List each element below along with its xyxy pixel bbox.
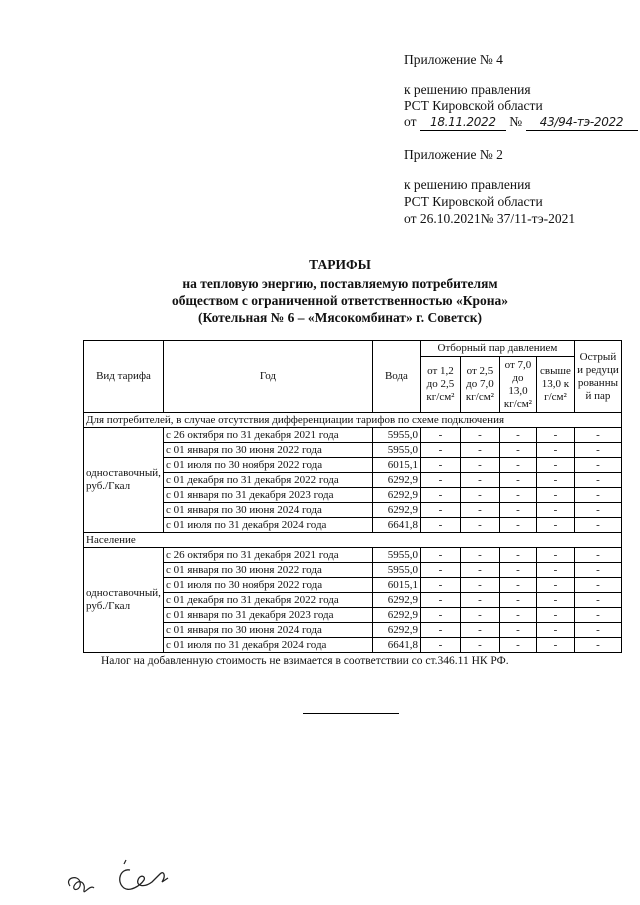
steam-p2-value: -: [460, 473, 499, 488]
period-cell: с 01 декабря по 31 декабря 2022 года: [163, 593, 372, 608]
hot-steam-value: -: [574, 638, 621, 653]
steam-p4-value: -: [536, 563, 574, 578]
authority-line: РСТ Кировской области: [404, 98, 543, 113]
handwritten-date: 18.11.2022: [420, 114, 506, 131]
col-pressure-4: свыше 13,0 кг/см²: [536, 357, 574, 413]
period-cell: с 01 июля по 30 ноября 2022 года: [163, 458, 372, 473]
section-population: Население: [84, 533, 622, 548]
steam-p1-value: -: [420, 563, 460, 578]
hot-steam-value: -: [574, 518, 621, 533]
decision-ref-2: от 26.10.2021№ 37/11-тэ-2021: [404, 211, 576, 226]
hot-steam-value: -: [574, 473, 621, 488]
hot-steam-value: -: [574, 563, 621, 578]
hot-steam-value: -: [574, 578, 621, 593]
water-value: 6015,1: [372, 578, 420, 593]
steam-p2-value: -: [460, 518, 499, 533]
steam-p3-value: -: [499, 518, 536, 533]
col-water-header: Вода: [372, 341, 420, 413]
col-type-header: Вид тарифа: [84, 341, 164, 413]
hot-steam-value: -: [574, 623, 621, 638]
period-cell: с 01 июля по 30 ноября 2022 года: [163, 578, 372, 593]
hot-steam-value: -: [574, 428, 621, 443]
steam-p2-value: -: [460, 458, 499, 473]
period-cell: с 26 октября по 31 декабря 2021 года: [163, 428, 372, 443]
hot-steam-value: -: [574, 458, 621, 473]
col-steam-header: Отборный пар давлением: [420, 341, 574, 357]
period-cell: с 01 июля по 31 декабря 2024 года: [163, 638, 372, 653]
steam-p2-value: -: [460, 503, 499, 518]
period-cell: с 01 января по 30 июня 2022 года: [163, 563, 372, 578]
decision-line-2: к решению правления: [404, 177, 531, 192]
steam-p2-value: -: [460, 623, 499, 638]
hot-steam-value: -: [574, 443, 621, 458]
steam-p1-value: -: [420, 488, 460, 503]
steam-p4-value: -: [536, 428, 574, 443]
steam-p1-value: -: [420, 593, 460, 608]
water-value: 5955,0: [372, 548, 420, 563]
period-cell: с 01 января по 30 июня 2024 года: [163, 503, 372, 518]
title-line-1: на тепловую энергию, поставляемую потребителям: [182, 276, 498, 291]
water-value: 5955,0: [372, 428, 420, 443]
col-hot-steam-header: Острый и редуцированный пар: [574, 341, 621, 413]
steam-p4-value: -: [536, 488, 574, 503]
steam-p2-value: -: [460, 578, 499, 593]
steam-p3-value: -: [499, 548, 536, 563]
water-value: 6292,9: [372, 488, 420, 503]
steam-p4-value: -: [536, 443, 574, 458]
period-cell: с 01 декабря по 31 декабря 2022 года: [163, 473, 372, 488]
steam-p3-value: -: [499, 578, 536, 593]
steam-p4-value: -: [536, 458, 574, 473]
water-value: 5955,0: [372, 443, 420, 458]
steam-p3-value: -: [499, 428, 536, 443]
steam-p3-value: -: [499, 608, 536, 623]
water-value: 6292,9: [372, 608, 420, 623]
period-cell: с 01 января по 31 декабря 2023 года: [163, 488, 372, 503]
period-cell: с 26 октября по 31 декабря 2021 года: [163, 548, 372, 563]
col-pressure-1: от 1,2 до 2,5 кг/см²: [420, 357, 460, 413]
steam-p1-value: -: [420, 518, 460, 533]
steam-p2-value: -: [460, 608, 499, 623]
steam-p1-value: -: [420, 473, 460, 488]
vat-note: Налог на добавленную стоимость не взимается в соответствии со ст.346.11 НК РФ.: [101, 655, 509, 667]
steam-p4-value: -: [536, 473, 574, 488]
steam-p1-value: -: [420, 443, 460, 458]
water-value: 6641,8: [372, 518, 420, 533]
from-prefix: от: [404, 114, 417, 129]
hot-steam-value: -: [574, 548, 621, 563]
steam-p1-value: -: [420, 638, 460, 653]
steam-p3-value: -: [499, 443, 536, 458]
steam-p4-value: -: [536, 548, 574, 563]
col-year-header: Год: [163, 341, 372, 413]
period-cell: с 01 июля по 31 декабря 2024 года: [163, 518, 372, 533]
hot-steam-value: -: [574, 488, 621, 503]
handwritten-number: 43/94-тэ-2022: [526, 114, 638, 131]
water-value: 6015,1: [372, 458, 420, 473]
period-cell: с 01 января по 30 июня 2024 года: [163, 623, 372, 638]
col-pressure-3: от 7,0 до 13,0 кг/см²: [499, 357, 536, 413]
steam-p3-value: -: [499, 638, 536, 653]
decision-line: к решению правления: [404, 82, 531, 97]
steam-p4-value: -: [536, 578, 574, 593]
period-cell: с 01 января по 30 июня 2022 года: [163, 443, 372, 458]
title-line-3: (Котельная № 6 – «Мясокомбинат» г. Советск): [197, 310, 483, 325]
signature-scribble: [60, 852, 190, 900]
separator-line: [303, 713, 399, 714]
title-line-2: обществом с ограниченной ответственностью «Крона»: [171, 293, 509, 308]
steam-p2-value: -: [460, 563, 499, 578]
steam-p2-value: -: [460, 443, 499, 458]
steam-p4-value: -: [536, 638, 574, 653]
water-value: 6292,9: [372, 623, 420, 638]
tariff-table: [83, 340, 622, 653]
steam-p4-value: -: [536, 518, 574, 533]
water-value: 5955,0: [372, 563, 420, 578]
steam-p2-value: -: [460, 548, 499, 563]
water-value: 6641,8: [372, 638, 420, 653]
steam-p1-value: -: [420, 503, 460, 518]
period-cell: с 01 января по 31 декабря 2023 года: [163, 608, 372, 623]
section-general: Для потребителей, в случае отсутствия дифференциации тарифов по схеме подключения: [84, 413, 622, 428]
hot-steam-value: -: [574, 503, 621, 518]
steam-p3-value: -: [499, 593, 536, 608]
steam-p3-value: -: [499, 458, 536, 473]
tariff-type-cell: одноставочный, руб./Гкал: [84, 428, 164, 533]
number-prefix: №: [509, 114, 523, 129]
appendix-2-label: Приложение № 2: [404, 147, 503, 162]
steam-p1-value: -: [420, 458, 460, 473]
steam-p3-value: -: [499, 563, 536, 578]
water-value: 6292,9: [372, 473, 420, 488]
water-value: 6292,9: [372, 503, 420, 518]
steam-p1-value: -: [420, 578, 460, 593]
title-main: ТАРИФЫ: [309, 257, 371, 272]
steam-p3-value: -: [499, 623, 536, 638]
hot-steam-value: -: [574, 608, 621, 623]
steam-p1-value: -: [420, 623, 460, 638]
steam-p3-value: -: [499, 473, 536, 488]
water-value: 6292,9: [372, 593, 420, 608]
col-pressure-2: от 2,5 до 7,0 кг/см²: [460, 357, 499, 413]
steam-p4-value: -: [536, 623, 574, 638]
steam-p4-value: -: [536, 503, 574, 518]
appendix-4-label: Приложение № 4: [404, 52, 503, 67]
steam-p3-value: -: [499, 503, 536, 518]
steam-p4-value: -: [536, 593, 574, 608]
steam-p1-value: -: [420, 548, 460, 563]
steam-p3-value: -: [499, 488, 536, 503]
hot-steam-value: -: [574, 593, 621, 608]
steam-p1-value: -: [420, 428, 460, 443]
tariff-type-cell: одноставочный, руб./Гкал: [84, 548, 164, 653]
steam-p2-value: -: [460, 638, 499, 653]
steam-p4-value: -: [536, 608, 574, 623]
steam-p2-value: -: [460, 593, 499, 608]
steam-p2-value: -: [460, 488, 499, 503]
authority-line-2: РСТ Кировской области: [404, 194, 543, 209]
decision-date-line: [404, 114, 638, 131]
steam-p1-value: -: [420, 608, 460, 623]
steam-p2-value: -: [460, 428, 499, 443]
